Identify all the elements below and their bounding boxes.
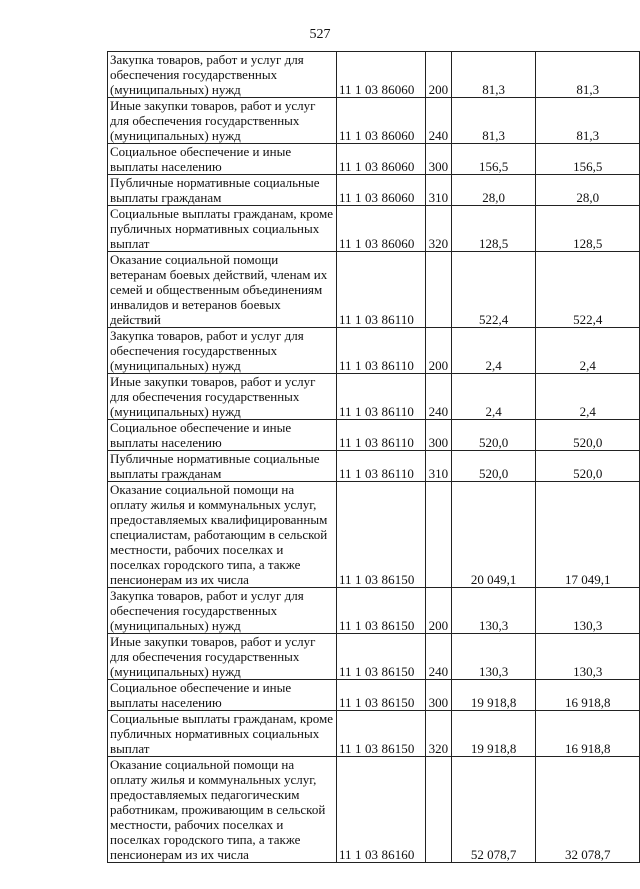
table-row [108,52,640,98]
row-description: Публичные нормативные социальные выплаты гражданам [108,451,337,482]
row-expense-type-code: 240 [425,98,451,144]
table-row [108,680,640,711]
row-amount-first: 520,0 [451,451,536,482]
row-amount-first: 81,3 [451,52,536,98]
table-row [108,175,640,206]
row-amount-second: 81,3 [536,52,640,98]
row-amount-first: 2,4 [451,374,536,420]
row-expense-type-code [425,252,451,328]
row-classification-code: 11 1 03 86060 [336,175,425,206]
row-amount-first: 81,3 [451,98,536,144]
table-row [108,252,640,328]
row-expense-type-code: 300 [425,420,451,451]
row-amount-first: 156,5 [451,144,536,175]
row-expense-type-code: 200 [425,52,451,98]
row-classification-code: 11 1 03 86160 [336,757,425,863]
row-expense-type-code: 310 [425,451,451,482]
row-description: Оказание социальной помощи на оплату жилья и коммунальных услуг, предоставляемых педагогическим работникам, проживающим в сельской местности, рабочих поселках и поселках городского типа, а также пенсионерам из их числа [108,757,337,863]
table-row [108,482,640,588]
row-classification-code: 11 1 03 86060 [336,52,425,98]
table-row [108,206,640,252]
row-amount-second: 2,4 [536,374,640,420]
budget-table-body [108,52,640,863]
budget-table [107,51,640,863]
row-expense-type-code [425,757,451,863]
row-classification-code: 11 1 03 86060 [336,206,425,252]
row-expense-type-code: 320 [425,711,451,757]
page-number: 527 [309,27,331,42]
row-classification-code: 11 1 03 86110 [336,374,425,420]
row-description: Социальное обеспечение и иные выплаты населению [108,680,337,711]
row-classification-code: 11 1 03 86150 [336,588,425,634]
row-classification-code: 11 1 03 86110 [336,420,425,451]
row-description: Иные закупки товаров, работ и услуг для обеспечения государственных (муниципальных) нужд [108,374,337,420]
row-classification-code: 11 1 03 86110 [336,328,425,374]
row-classification-code: 11 1 03 86110 [336,252,425,328]
row-amount-second: 28,0 [536,175,640,206]
row-expense-type-code: 240 [425,374,451,420]
row-amount-second: 130,3 [536,634,640,680]
row-amount-second: 156,5 [536,144,640,175]
row-description: Оказание социальной помощи ветеранам боевых действий, членам их семей и общественным объединениям инвалидов и ветеранов боевых действий [108,252,337,328]
row-expense-type-code: 320 [425,206,451,252]
table-row [108,451,640,482]
row-amount-first: 52 078,7 [451,757,536,863]
row-amount-second: 32 078,7 [536,757,640,863]
row-amount-second: 520,0 [536,451,640,482]
row-amount-first: 522,4 [451,252,536,328]
table-row [108,588,640,634]
row-description: Социальные выплаты гражданам, кроме публичных нормативных социальных выплат [108,206,337,252]
row-description: Закупка товаров, работ и услуг для обеспечения государственных (муниципальных) нужд [108,52,337,98]
row-classification-code: 11 1 03 86110 [336,451,425,482]
row-amount-first: 20 049,1 [451,482,536,588]
row-description: Социальное обеспечение и иные выплаты населению [108,420,337,451]
table-row [108,374,640,420]
row-amount-second: 2,4 [536,328,640,374]
row-amount-second: 520,0 [536,420,640,451]
row-amount-first: 19 918,8 [451,711,536,757]
row-classification-code: 11 1 03 86150 [336,482,425,588]
row-amount-first: 130,3 [451,588,536,634]
row-amount-first: 2,4 [451,328,536,374]
table-row [108,98,640,144]
table-row [108,711,640,757]
row-classification-code: 11 1 03 86060 [336,144,425,175]
row-description: Оказание социальной помощи на оплату жилья и коммунальных услуг, предоставляемых квалифицированным специалистам, работающим в сельской местности, рабочих поселках и поселках городского типа, а также пенсионерам из их числа [108,482,337,588]
row-expense-type-code: 240 [425,634,451,680]
row-amount-second: 130,3 [536,588,640,634]
row-amount-first: 130,3 [451,634,536,680]
row-description: Социальное обеспечение и иные выплаты населению [108,144,337,175]
table-row [108,634,640,680]
row-classification-code: 11 1 03 86150 [336,680,425,711]
row-description: Иные закупки товаров, работ и услуг для обеспечения государственных (муниципальных) нужд [108,98,337,144]
row-description: Иные закупки товаров, работ и услуг для обеспечения государственных (муниципальных) нужд [108,634,337,680]
row-expense-type-code [425,482,451,588]
row-amount-first: 28,0 [451,175,536,206]
row-amount-second: 128,5 [536,206,640,252]
row-description: Социальные выплаты гражданам, кроме публичных нормативных социальных выплат [108,711,337,757]
row-expense-type-code: 200 [425,328,451,374]
row-amount-second: 16 918,8 [536,680,640,711]
row-expense-type-code: 200 [425,588,451,634]
row-classification-code: 11 1 03 86150 [336,634,425,680]
row-description: Закупка товаров, работ и услуг для обеспечения государственных (муниципальных) нужд [108,588,337,634]
row-expense-type-code: 300 [425,144,451,175]
row-amount-second: 17 049,1 [536,482,640,588]
row-expense-type-code: 300 [425,680,451,711]
row-amount-first: 520,0 [451,420,536,451]
row-description: Закупка товаров, работ и услуг для обеспечения государственных (муниципальных) нужд [108,328,337,374]
row-classification-code: 11 1 03 86150 [336,711,425,757]
row-expense-type-code: 310 [425,175,451,206]
row-description: Публичные нормативные социальные выплаты гражданам [108,175,337,206]
row-amount-first: 19 918,8 [451,680,536,711]
table-row [108,328,640,374]
row-amount-first: 128,5 [451,206,536,252]
row-amount-second: 522,4 [536,252,640,328]
row-amount-second: 81,3 [536,98,640,144]
row-classification-code: 11 1 03 86060 [336,98,425,144]
table-row [108,757,640,863]
row-amount-second: 16 918,8 [536,711,640,757]
table-row [108,144,640,175]
table-row [108,420,640,451]
